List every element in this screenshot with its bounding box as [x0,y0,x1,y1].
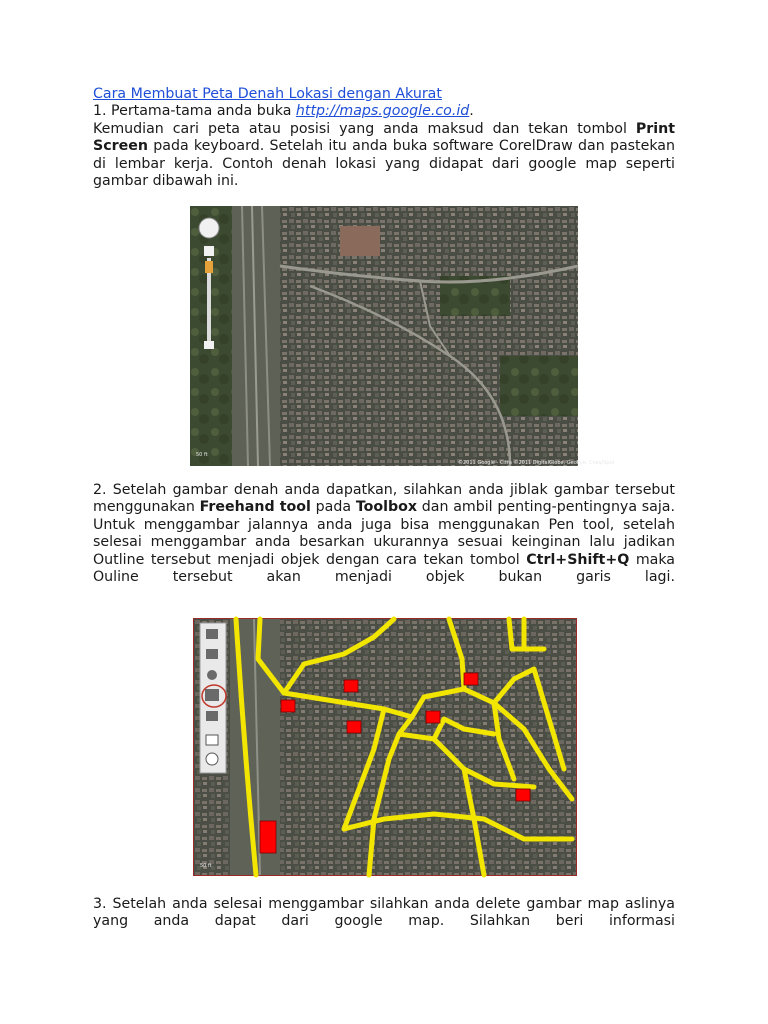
step-2-text-a: 2. Setelah gambar denah anda dapatkan, silahkan anda jiblak gambar tersebut menggunakan [93,482,675,516]
step-1-text-a: Kemudian cari peta atau posisi yang anda maksud dan tekan tombol [93,120,636,137]
image-1-attribution: ©2011 Google - Citra ©2011 DigitalGlobe, GeoEye, Cnes/Spot [458,460,615,466]
step-2-text-c: dan ambil penting-pentingnya saja. Untuk menggambar jalannya anda juga bisa menggunakan Pen tool, setelah selesai menggambar anda besarkan ukurannya sesuai keinginan lalu jadikan Outline tersebut menjadi objek dengan cara tekan tombol [93,499,676,568]
document-title [93,86,675,103]
image-1-scale-label: 50 ft [196,452,208,458]
toolbox-keyword: Toolbox [355,499,418,516]
document-body [93,86,675,190]
print-screen-keyword: Print Screen [93,120,675,155]
step-2-text-b: pada [310,499,356,516]
step-2-text-d: maka Ouline tersebut akan menjadi objek bukan garis lagi. [93,551,675,586]
image-2-scale-label: 50 ft [200,863,212,869]
title-link[interactable]: Cara Membuat Peta Denah Lokasi dengan Akurat [93,86,442,102]
step-3-text: 3. Setelah anda selesai menggambar silahkan anda delete gambar map aslinya yang anda dapat dari google map. Silahkan beri informasi [93,896,675,930]
shortcut-keyword: Ctrl+Shift+Q [526,551,630,568]
step-1-text-b: pada keyboard. Setelah itu anda buka software CorelDraw dan pastekan di lembar kerja. Contoh denah lokasi yang didapat dari google map seperti gambar dibawah ini. [93,138,675,190]
maps-url-link[interactable]: http://maps.google.co.id [295,103,470,120]
step-1-prefix: 1. Pertama-tama anda buka [93,103,296,120]
step-1-detail-paragraph [93,121,675,191]
satellite-map-image [190,206,615,466]
step-1-suffix: . [469,103,474,120]
freehand-tool-keyword: Freehand tool [199,499,311,516]
step-3-paragraph [93,896,675,931]
step-1-paragraph [93,103,675,120]
traced-map-image [193,618,577,876]
step-2-paragraph [93,482,675,586]
